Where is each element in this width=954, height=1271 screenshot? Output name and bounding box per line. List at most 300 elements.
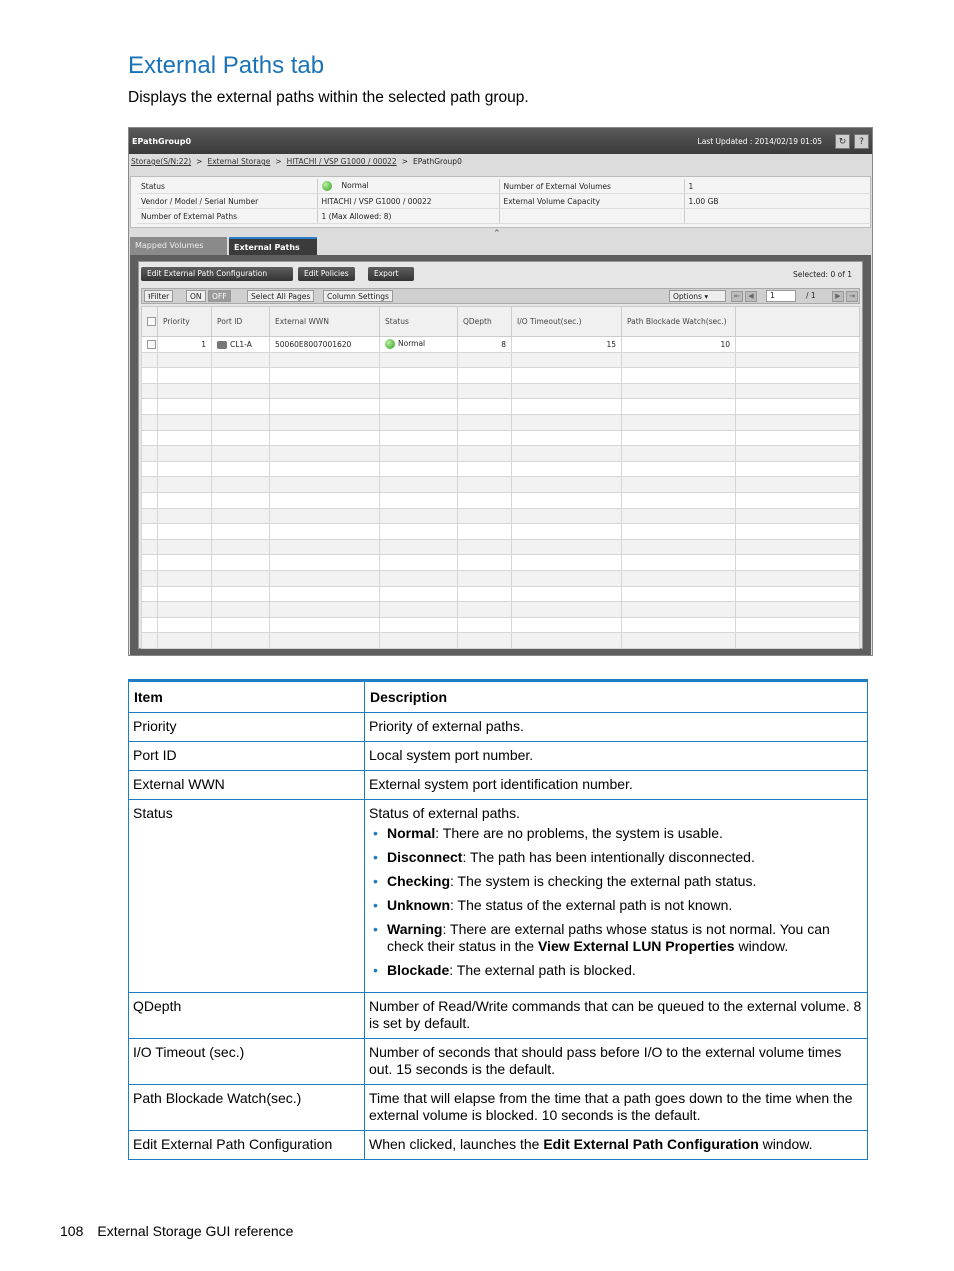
- cell-qdepth: 8: [458, 337, 512, 353]
- empty-table-row: [142, 539, 860, 555]
- empty-cell: [458, 633, 512, 649]
- num-volumes-value: 1: [684, 179, 872, 194]
- empty-cell: [142, 617, 158, 633]
- empty-cell: [142, 602, 158, 618]
- empty-cell: [270, 368, 380, 384]
- empty-cell: [622, 383, 736, 399]
- list-item: • Blockade: The external path is blocked.: [387, 962, 863, 979]
- breadcrumb-separator: >: [196, 157, 203, 166]
- empty-cell: [512, 617, 622, 633]
- empty-cell: [270, 399, 380, 415]
- empty-cell: [622, 570, 736, 586]
- empty-cell: [458, 477, 512, 493]
- empty-table-row: [142, 383, 860, 399]
- empty-cell: [212, 570, 270, 586]
- empty-cell: [380, 446, 458, 462]
- empty-cell: [380, 352, 458, 368]
- desc-edit-config: When clicked, launches the Edit External Path Configuration window.: [365, 1131, 868, 1160]
- empty-cell: [512, 352, 622, 368]
- empty-cell: [622, 539, 736, 555]
- table-row: [129, 993, 868, 1039]
- empty-cell: [736, 570, 860, 586]
- help-button[interactable]: ?: [854, 134, 869, 149]
- empty-table-row: [142, 524, 860, 540]
- empty-cell: [212, 492, 270, 508]
- tab-panel: [130, 255, 871, 655]
- empty-cell: [736, 383, 860, 399]
- empty-cell: [270, 446, 380, 462]
- item-port-id: Port ID: [129, 742, 365, 771]
- empty-cell: [142, 399, 158, 415]
- breadcrumb-separator: >: [275, 157, 282, 166]
- empty-cell: [380, 477, 458, 493]
- refresh-icon[interactable]: ↻: [835, 134, 850, 149]
- breadcrumb-storage[interactable]: Storage(S/N:22): [131, 157, 192, 166]
- empty-cell: [512, 539, 622, 555]
- breadcrumb-current: EPathGroup0: [413, 157, 462, 166]
- empty-cell: [212, 602, 270, 618]
- empty-cell: [622, 617, 736, 633]
- empty-cell: [212, 399, 270, 415]
- window-titlebar: [129, 128, 872, 154]
- empty-table-row: [142, 508, 860, 524]
- empty-cell: [158, 492, 212, 508]
- empty-cell: [142, 352, 158, 368]
- empty-cell: [270, 508, 380, 524]
- empty-cell: [142, 446, 158, 462]
- empty-cell: [458, 414, 512, 430]
- status-list: [369, 825, 863, 979]
- item-external-wwn: External WWN: [129, 771, 365, 800]
- empty-cell: [270, 430, 380, 446]
- empty-cell: [736, 602, 860, 618]
- item-io-timeout: I/O Timeout (sec.): [129, 1039, 365, 1085]
- empty-cell: [212, 586, 270, 602]
- empty-cell: [380, 414, 458, 430]
- next-page-icon[interactable]: ▶: [832, 291, 844, 302]
- breadcrumb-external-storage[interactable]: External Storage: [207, 157, 271, 166]
- breadcrumb-separator: >: [401, 157, 409, 166]
- empty-cell: [380, 492, 458, 508]
- empty-cell: [212, 539, 270, 555]
- column-header-path-blockade[interactable]: Path Blockade Watch(sec.): [622, 307, 736, 337]
- empty-cell: [512, 586, 622, 602]
- cell-wwn: 50060E8007001620: [270, 337, 380, 353]
- empty-cell: [158, 570, 212, 586]
- empty-table-row: [142, 368, 860, 384]
- empty-cell: [736, 414, 860, 430]
- empty-cell: [142, 539, 158, 555]
- column-header-status[interactable]: Status: [380, 307, 458, 337]
- empty-cell: [736, 368, 860, 384]
- empty-cell: [512, 430, 622, 446]
- status-label: Status: [137, 179, 317, 194]
- empty-cell: [458, 352, 512, 368]
- empty-cell: [158, 399, 212, 415]
- collapse-caret-icon[interactable]: ⌃: [493, 229, 501, 239]
- empty-cell: [270, 539, 380, 555]
- empty-cell: [270, 492, 380, 508]
- empty-cell: [622, 555, 736, 571]
- empty-cell: [158, 524, 212, 540]
- empty-cell: [736, 539, 860, 555]
- edit-policies-button[interactable]: Edit Policies: [298, 267, 355, 281]
- empty-cell: [622, 477, 736, 493]
- empty-cell: [158, 539, 212, 555]
- empty-table-row: [142, 399, 860, 415]
- empty-cell: [458, 399, 512, 415]
- empty-cell: [380, 555, 458, 571]
- list-item: • Checking: The system is checking the external path status.: [387, 873, 863, 890]
- paths-table: [141, 306, 860, 649]
- options-dropdown[interactable]: Options ▾: [669, 290, 726, 302]
- selected-count: Selected: 0 of 1: [793, 270, 852, 279]
- empty-cell: [380, 539, 458, 555]
- num-paths-label: Number of External Paths: [137, 209, 317, 224]
- empty-cell: [458, 570, 512, 586]
- empty-cell: [142, 492, 158, 508]
- empty-cell: [270, 383, 380, 399]
- desc-priority: Priority of external paths.: [365, 713, 868, 742]
- empty-cell: [458, 617, 512, 633]
- empty-cell: [142, 508, 158, 524]
- desc-port-id: Local system port number.: [365, 742, 868, 771]
- empty-cell: [142, 383, 158, 399]
- empty-cell: [158, 586, 212, 602]
- empty-cell: [512, 414, 622, 430]
- empty-cell: [458, 555, 512, 571]
- column-settings-button[interactable]: Column Settings: [323, 290, 393, 302]
- item-edit-config: Edit External Path Configuration: [129, 1131, 365, 1160]
- filter-on-toggle[interactable]: ON: [186, 290, 206, 302]
- empty-cell: [380, 508, 458, 524]
- port-icon: [217, 341, 227, 349]
- empty-cell: [142, 555, 158, 571]
- empty-cell: [270, 524, 380, 540]
- empty-cell: [512, 633, 622, 649]
- empty-cell: [736, 586, 860, 602]
- last-page-icon[interactable]: ⇥: [846, 291, 858, 302]
- empty-cell: [142, 430, 158, 446]
- empty-cell: [380, 633, 458, 649]
- empty-table-row: [142, 555, 860, 571]
- status-value: Normal: [317, 179, 499, 194]
- empty-cell: [458, 524, 512, 540]
- empty-cell: [270, 633, 380, 649]
- empty-cell: [212, 617, 270, 633]
- empty-cell: [512, 399, 622, 415]
- table-row: [129, 742, 868, 771]
- description-table: [128, 679, 868, 1160]
- empty-cell: [512, 368, 622, 384]
- desc-qdepth: Number of Read/Write commands that can be queued to the external volume. 8 is set by default.: [365, 993, 868, 1039]
- export-button[interactable]: Export: [368, 267, 414, 281]
- empty-cell: [270, 570, 380, 586]
- empty-table-row: [142, 352, 860, 368]
- paths-panel: [138, 261, 863, 649]
- empty-cell: [380, 399, 458, 415]
- empty-cell: [158, 368, 212, 384]
- empty-cell: [512, 477, 622, 493]
- empty-table-row: [142, 602, 860, 618]
- empty-cell: [212, 524, 270, 540]
- item-priority: Priority: [129, 713, 365, 742]
- page-input[interactable]: 1: [766, 290, 796, 302]
- breadcrumb-hitachi[interactable]: HITACHI / VSP G1000 / 00022: [286, 157, 397, 166]
- vendor-label: Vendor / Model / Serial Number: [137, 194, 317, 209]
- empty-cell: [142, 586, 158, 602]
- select-all-checkbox[interactable]: [142, 307, 158, 337]
- empty-table-row: [142, 461, 860, 477]
- item-path-blockade: Path Blockade Watch(sec.): [129, 1085, 365, 1131]
- filter-button[interactable]: ⭱Filter: [144, 290, 173, 302]
- empty-cell: [142, 570, 158, 586]
- page-footer: [60, 1223, 293, 1239]
- column-header-io-timeout[interactable]: I/O Timeout(sec.): [512, 307, 622, 337]
- desc-status-text: Status of external paths.: [369, 805, 520, 821]
- status-normal-icon: [322, 181, 332, 191]
- table-row: [129, 800, 868, 993]
- empty-table-row: [142, 586, 860, 602]
- empty-cell: [158, 555, 212, 571]
- cell-priority: 1: [158, 337, 212, 353]
- empty-cell: [158, 477, 212, 493]
- empty-cell: [212, 477, 270, 493]
- empty-cell: [212, 461, 270, 477]
- empty-cell: [458, 446, 512, 462]
- empty-cell: [158, 633, 212, 649]
- last-updated-text: Last Updated : 2014/02/19 01:05: [697, 137, 822, 146]
- empty-cell: [512, 508, 622, 524]
- empty-cell: [380, 368, 458, 384]
- column-header-empty: [736, 307, 860, 337]
- empty-cell: [158, 414, 212, 430]
- empty-cell: [736, 617, 860, 633]
- empty-cell: [142, 461, 158, 477]
- empty-cell: [622, 368, 736, 384]
- empty-table-row: [142, 477, 860, 493]
- empty-cell: [622, 399, 736, 415]
- cell-status: Normal: [380, 337, 458, 353]
- empty-cell: [158, 602, 212, 618]
- empty-cell: [270, 555, 380, 571]
- empty-cell: [142, 477, 158, 493]
- desc-io-timeout: Number of seconds that should pass before I/O to the external volume times out. 15 seconds is the default.: [365, 1039, 868, 1085]
- empty-cell: [212, 555, 270, 571]
- empty-cell: [622, 352, 736, 368]
- desc-external-wwn: External system port identification number.: [365, 771, 868, 800]
- empty-cell: [736, 477, 860, 493]
- summary-empty-cell: [684, 209, 872, 224]
- column-header-qdepth[interactable]: QDepth: [458, 307, 512, 337]
- table-row: [129, 1131, 868, 1160]
- list-item: • Normal: There are no problems, the system is usable.: [387, 825, 863, 842]
- empty-cell: [736, 446, 860, 462]
- empty-cell: [380, 586, 458, 602]
- empty-cell: [512, 570, 622, 586]
- capacity-value: 1.00 GB: [684, 194, 872, 209]
- empty-cell: [622, 430, 736, 446]
- empty-cell: [458, 602, 512, 618]
- item-qdepth: QDepth: [129, 993, 365, 1039]
- empty-table-row: [142, 414, 860, 430]
- empty-cell: [142, 524, 158, 540]
- filter-off-toggle[interactable]: OFF: [208, 290, 231, 302]
- empty-cell: [142, 633, 158, 649]
- empty-cell: [270, 617, 380, 633]
- empty-cell: [736, 524, 860, 540]
- num-volumes-label: Number of External Volumes: [499, 179, 684, 194]
- empty-cell: [736, 430, 860, 446]
- empty-table-row: [142, 492, 860, 508]
- prev-page-icon[interactable]: ◀: [745, 291, 757, 302]
- empty-cell: [380, 430, 458, 446]
- table-row: [129, 1039, 868, 1085]
- table-row: [129, 771, 868, 800]
- empty-cell: [622, 633, 736, 649]
- empty-cell: [458, 430, 512, 446]
- empty-cell: [212, 446, 270, 462]
- num-paths-value: 1 (Max Allowed: 8): [317, 209, 499, 224]
- empty-cell: [458, 508, 512, 524]
- empty-cell: [622, 414, 736, 430]
- empty-cell: [142, 368, 158, 384]
- button-bar: [139, 262, 862, 284]
- empty-cell: [622, 524, 736, 540]
- empty-cell: [512, 492, 622, 508]
- empty-cell: [458, 461, 512, 477]
- empty-cell: [736, 352, 860, 368]
- empty-cell: [458, 586, 512, 602]
- empty-cell: [142, 414, 158, 430]
- empty-cell: [622, 492, 736, 508]
- cell-timeout: 15: [512, 337, 622, 353]
- empty-cell: [622, 446, 736, 462]
- summary-empty-cell: [499, 209, 684, 224]
- empty-cell: [212, 414, 270, 430]
- empty-cell: [212, 508, 270, 524]
- empty-table-row: [142, 430, 860, 446]
- empty-cell: [380, 461, 458, 477]
- capacity-label: External Volume Capacity: [499, 194, 684, 209]
- select-all-pages-button[interactable]: Select All Pages: [247, 290, 314, 302]
- table-row[interactable]: [142, 337, 860, 353]
- empty-cell: [512, 602, 622, 618]
- empty-cell: [158, 446, 212, 462]
- empty-cell: [158, 430, 212, 446]
- tab-mapped-volumes[interactable]: Mapped Volumes: [130, 237, 227, 255]
- empty-cell: [512, 555, 622, 571]
- footer-section: External Storage GUI reference: [97, 1223, 294, 1239]
- empty-cell: [212, 633, 270, 649]
- empty-cell: [622, 461, 736, 477]
- tab-external-paths[interactable]: External Paths: [229, 237, 317, 255]
- gui-screenshot: [128, 127, 873, 656]
- empty-cell: [212, 352, 270, 368]
- empty-cell: [380, 524, 458, 540]
- empty-table-row: [142, 617, 860, 633]
- empty-cell: [458, 492, 512, 508]
- page-number: 108: [60, 1223, 84, 1239]
- empty-cell: [270, 461, 380, 477]
- empty-cell: [158, 508, 212, 524]
- status-normal-icon: [385, 339, 395, 349]
- filter-bar: [141, 288, 860, 304]
- column-header-external-wwn[interactable]: External WWN: [270, 307, 380, 337]
- empty-cell: [212, 430, 270, 446]
- empty-cell: [380, 383, 458, 399]
- empty-cell: [512, 524, 622, 540]
- list-item: • Disconnect: The path has been intentionally disconnected.: [387, 849, 863, 866]
- empty-cell: [270, 477, 380, 493]
- empty-cell: [512, 461, 622, 477]
- empty-cell: [622, 586, 736, 602]
- empty-cell: [380, 617, 458, 633]
- empty-cell: [380, 602, 458, 618]
- desc-path-blockade: Time that will elapse from the time that a path goes down to the time when the external volume is blocked. 10 seconds is the default.: [365, 1085, 868, 1131]
- empty-table-row: [142, 446, 860, 462]
- row-checkbox[interactable]: [142, 337, 158, 353]
- table-row: [129, 1085, 868, 1131]
- empty-cell: [512, 446, 622, 462]
- cell-empty: [736, 337, 860, 353]
- empty-table-row: [142, 570, 860, 586]
- item-status: Status: [129, 800, 365, 993]
- empty-cell: [736, 633, 860, 649]
- first-page-icon[interactable]: ⇤: [731, 291, 743, 302]
- page-title: External Paths tab: [128, 52, 325, 79]
- empty-cell: [270, 352, 380, 368]
- empty-cell: [736, 508, 860, 524]
- empty-cell: [458, 383, 512, 399]
- empty-cell: [622, 602, 736, 618]
- intro-text: Displays the external paths within the selected path group.: [128, 89, 529, 106]
- column-header-priority[interactable]: Priority: [158, 307, 212, 337]
- empty-cell: [458, 539, 512, 555]
- empty-cell: [270, 414, 380, 430]
- empty-cell: [736, 492, 860, 508]
- window-title: EPathGroup0: [132, 137, 192, 146]
- desc-status: [365, 800, 868, 993]
- empty-cell: [512, 383, 622, 399]
- empty-cell: [158, 617, 212, 633]
- list-item: • Warning: There are external paths whose status is not normal. You can check their status in the View External LUN Properties window.: [387, 921, 863, 955]
- cell-blockade: 10: [622, 337, 736, 353]
- list-item: • Unknown: The status of the external path is not known.: [387, 897, 863, 914]
- page-total: / 1: [806, 291, 816, 300]
- table-row: [129, 713, 868, 742]
- empty-cell: [736, 461, 860, 477]
- empty-cell: [736, 399, 860, 415]
- empty-cell: [736, 555, 860, 571]
- empty-cell: [270, 602, 380, 618]
- empty-cell: [622, 508, 736, 524]
- breadcrumb: [131, 157, 462, 166]
- edit-external-path-configuration-button[interactable]: Edit External Path Configuration: [141, 267, 293, 281]
- empty-cell: [212, 383, 270, 399]
- empty-cell: [380, 570, 458, 586]
- empty-cell: [458, 368, 512, 384]
- column-header-port-id[interactable]: Port ID: [212, 307, 270, 337]
- summary-panel: [130, 176, 871, 228]
- header-description: Description: [365, 681, 868, 713]
- empty-table-row: [142, 633, 860, 649]
- empty-cell: [270, 586, 380, 602]
- empty-cell: [158, 383, 212, 399]
- vendor-value: HITACHI / VSP G1000 / 00022: [317, 194, 499, 209]
- cell-port-id: CL1-A: [212, 337, 270, 353]
- empty-cell: [212, 368, 270, 384]
